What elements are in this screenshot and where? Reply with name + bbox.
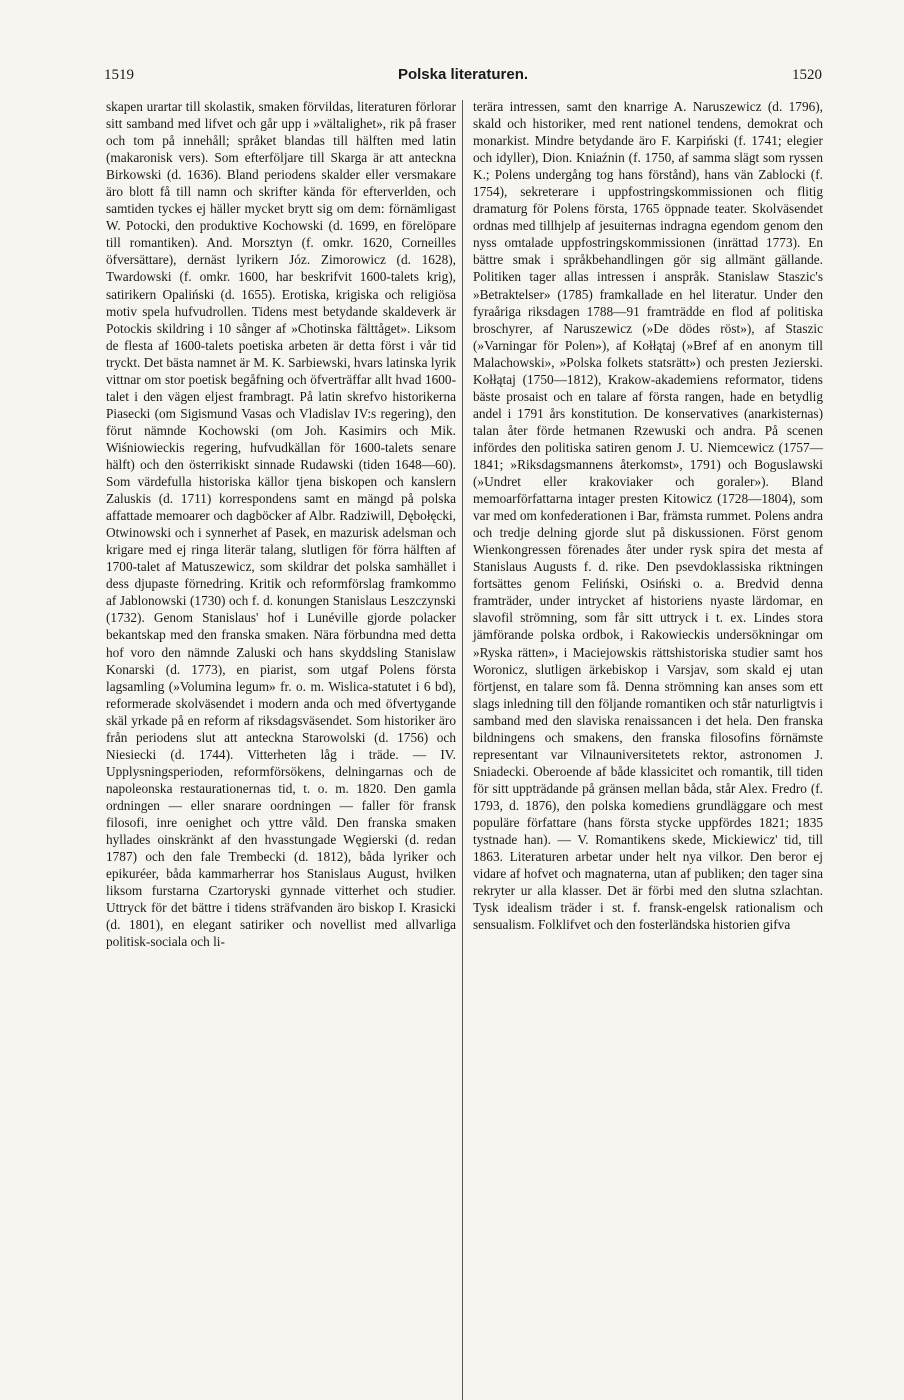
- right-page-number: 1520: [792, 67, 822, 83]
- page-header: [104, 64, 822, 86]
- left-page-number: 1519: [104, 67, 134, 83]
- right-column-text: terära intressen, samt den knarrige A. Naruszewicz (d. 1796), skald och historiker, med rent nationel tendens, demokrat och monarkist. Mindre betydande äro F. Karpiński (f. 1741; elegier och idyller), Dion. Kniaźnin (f. 1750, af samma slägt som ryssen K.; Polens undergång tog hans förstånd), hans vän Zablocki (f. 1754), sekreterare i uppfostringskommissionen och flitig dramaturg för Polens första, 1765 öppnade teater. Skolväsendet ordnas med tillhjelp af jesuiternas indragna egendom genom den nyss omtalade uppfostringskommissionen (inrättad 1773). En bättre smak i språkbehandlingen gör sig allmänt gällande. Politiken tager allas intressen i anspråk. Stanislaw Staszic's »Betraktelser» (1785) framkallade en hel literatur. Under den fyraåriga riksdagen 1788—91 framträdde en flod af politiska broschyrer, af Naruszewicz (»De dödes röst»), af Staszic (»Varningar för Polen»), af Kołłątaj (»Bref af en anonym till Malachowski», »Polska folkets statsrätt») och presten Jezierski. Kołłątaj (1750—1812), Krakow-akademiens reformator, tidens bäste prosaist och en talare af första rangen, hade en betydlig andel i 1791 års konstitution. De konservatives (anarkisternas) talan åter förde hetmanen Rzewuski och andra. På scenen infördes den politiska satiren genom J. U. Niemcewicz (1757—1841; »Riksdagsmannens återkomst», 1791) och Boguslawski (»Undret eller krakoviaker och goraler»). Bland memoarförfattarna intager presten Kitowicz (1728—1804), som var med om konfederationen i Bar, främsta rummet. Polens andra och tredje delning gjorde slut på diskussionen. Först genom Wienkongressen förenades åter under rysk spira det mesta af Stanislaus Augusts f. d. rike. Den psevdoklassiska riktningen fortsättes genom Feliński, Osiński o. a. Bredvid denna framträder, under intrycket af historiens nyaste lärdomar, en slavofil strömning, som får sitt uttryck i t. ex. Lindes stora jämförande polska ordbok, i Rakowieckis undersökningar om »Ryska rätten», i Maciejowskis rättshistoriska studier samt hos Woronicz, slutligen ärkebiskop i Varsjav, som skald ej utan förtjenst, en talare som få. Denna strömning kan anses som ett slags inledning till den följande romantiken och står naturligtvis i samband med den slaviska renaissancen i det hela. Den franska bildningens och smakens, den franska filosofins förnämste representant var Vilnauniversitetets rektor, astronomen J. Sniadecki. Oberoende af både klassicitet och romantik, till tiden för sitt uppträdande på gränsen mellan båda, står Alex. Fredro (f. 1793, d. 1876), den polska komediens grundläggare och mest populäre författare (hans första stycke uppfördes 1821; 1835 tystnade han). — V. Romantikens skede, Mickiewicz' tid, till 1863. Literaturen arbetar under helt nya vilkor. Den beror ej vidare af hofvet och magnaterna, utan af publiken; den tager sina rekryter ur alla klasser. Det är förbi med den slutna szlachtan. Tysk idealism träder i st. f. fransk-engelsk rationalism och sensualism. Folklifvet och den fosterländska historien gifva: [473, 99, 823, 933]
- column-divider: [462, 100, 463, 1400]
- left-column-text: skapen urartar till skolastik, smaken förvildas, literaturen förlorar sitt samband med lifvet och går upp i »vältalighet», rik på fraser och tom på innehåll; språket blandas till hälften med latin (makaronisk vers). Som efterföljare till Skarga är att anteckna Birkowski (d. 1636). Bland periodens skalder eller versmakare äro blott få till namn och skrifter kända för efterverlden, och samtiden tyckes ej häller mycket brytt sig om dem: förnämligast W. Potocki, den produktive Kochowski (d. 1699, en förelöpare till romantiken). And. Morsztyn (f. omkr. 1620, Corneilles öfversättare), dernäst lyrikern Józ. Zimorowicz (d. 1628), Twardowski (f. omkr. 1600, har beskrifvit 1600-talets krig), satirikern Opaliński (d. 1655). Erotiska, krigiska och religiösa motiv spela hufvudrollen. Tidens mest betydande skaldeverk är Potockis skildring i 10 sånger af »Chotinska fälttåget». Liksom de flesta af 1600-talets poetiska arbeten är detta först i vår tid tryckt. Det bästa namnet är M. K. Sarbiewski, hvars latinska lyrik vittnar om stor poetisk begåfning och öfverträffar allt hvad 1600-talet i den vägen eljest frambragt. På latin skrefvo historikerna Piasecki (om Sigismund Vasas och Vladislav IV:s regering), den förut nämnde Kochowski (om Joh. Kasimirs och Mik. Wiśniowieckis regering, hufvudkällan för 1600-talets senare hälft) och den österrikiskt sinnade Rudawski (tiden 1648—60). Som värdefulla historiska källor tjena biskopen och kanslern Zaluskis (d. 1711) korrespondens samt en mängd på polska affattade memoarer och dagböcker af Albr. Radziwill, Dębołęcki, Otwinowski och i synnerhet af Pasek, en mazurisk adelsman och krigare med ej ringa literär talang, slutligen för förra hälften af 1700-talet af Matuszewicz, som skildrar det polska samhället i dess djupaste förnedring. Kritik och reformförslag framkommo af Jablonowski (1730) och f. d. konungen Stanislaus Leszczynski (1732). Genom Stanislaus' hof i Lunéville gjorde polacker bekantskap med den franska smaken. Nära förbundna med detta hof voro den nämnde Zaluski och hans skyddsling Stanislaw Konarski (d. 1773), en piarist, som utgaf Polens första lagsamling (»Volumina legum» fr. o. m. Wislica-statutet i 6 bd), reformerade skolväsendet i modern anda och med öfvertygande skäl yrkade på en reform af riksdagsväsendet. Som historiker äro från periodens slut att anteckna Starowolski (d. 1756) och Niesiecki (d. 1744). Vitterheten låg i träde. — IV. Upplysningsperioden, reformförsökens, delningarnas och de napoleonska restaurationernas tid, t. o. m. 1820. Den gamla ordningen — eller snarare oordningen — faller för fransk filosofi, inre oenighet och yttre våld. Den franska smaken hyllades oinskränkt af den hvasstungade Węgierski (d. redan 1787) och den fale Trembecki (d. 1812), båda lyriker och epikuréer, båda kammarherrar hos Stanislaus August, hvilken liksom furstarna Czartoryski gynnade vitterhet och studier. Uttryck för det bättre i tidens sträfvanden äro biskop I. Krasicki (d. 1801), en elegant satiriker och novellist med allvarliga politisk-sociala och li-: [106, 99, 456, 950]
- left-column: [106, 98, 456, 950]
- right-column: [473, 98, 823, 933]
- running-title: Polska literaturen.: [397, 66, 529, 83]
